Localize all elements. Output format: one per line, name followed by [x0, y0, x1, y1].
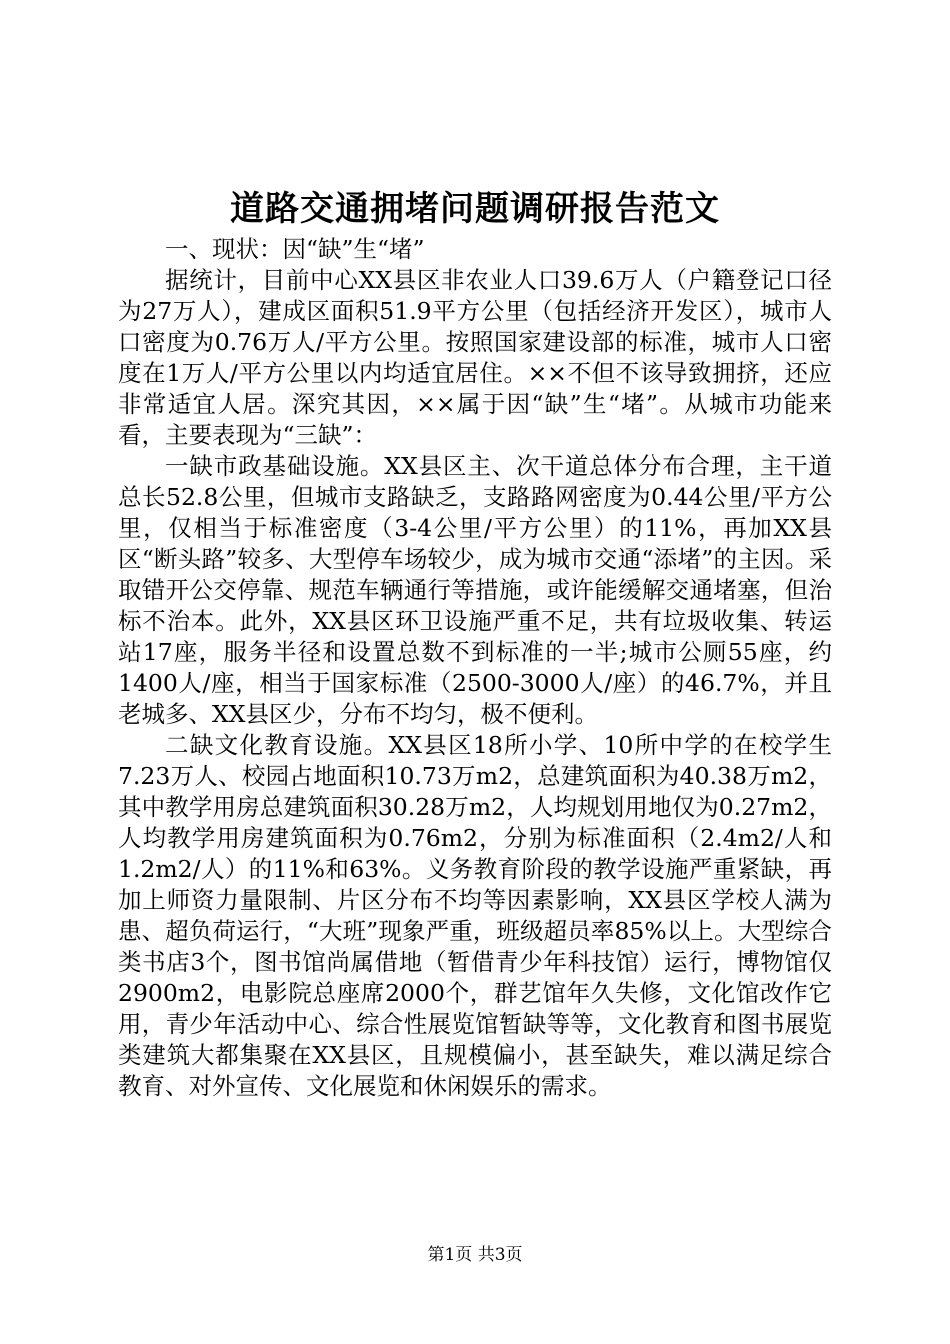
document-body — [118, 234, 832, 1102]
section-heading: 一、现状：因“缺”生“堵” — [165, 235, 425, 263]
paragraph-statistics: 据统计，目前中心XX县区非农业人口39.6万人（户籍登记口径为27万人），建成区面积51.9平方公里（包括经济开发区），城市人口密度为0.76万人/平方公里。按照国家建设部的标准，城市人口密度在1万人/平方公里以内均适宜居住。××不但不该导致拥挤，还应非常适宜人居。深究其因，××属于因“缺”生“堵”。从城市功能来看，主要表现为“三缺”： — [118, 266, 832, 449]
paragraph-municipal-infrastructure: 一缺市政基础设施。XX县区主、次干道总体分布合理，主干道总长52.8公里，但城市支路缺乏，支路路网密度为0.44公里/平方公里，仅相当于标准密度（3-4公里/平方公里）的11%，再加XX县区“断头路”较多、大型停车场较少，成为城市交通“添堵”的主因。采取错开公交停靠、规范车辆通行等措施，或许能缓解交通堵塞，但治标不治本。此外，XX县区环卫设施严重不足，共有垃圾收集、转运站17座，服务半径和设置总数不到标准的一半;城市公厕55座，约1400人/座，相当于国家标准（2500-3000人/座）的46.7%，并且老城多、XX县区少，分布不均匀，极不便利。 — [118, 452, 832, 728]
paragraph-culture-education: 二缺文化教育设施。XX县区18所小学、10所中学的在校学生7.23万人、校园占地面积10.73万m2，总建筑面积为40.38万m2，其中教学用房总建筑面积30.28万m2，人均规划用地仅为0.27m2，人均教学用房建筑面积为0.76m2，分别为标准面积（2.4m2/人和1.2m2/人）的11%和63%。义务教育阶段的教学设施严重紧缺，再加上师资力量限制、片区分布不均等因素影响，XX县区学校人满为患、超负荷运行，“大班”现象严重，班级超员率85%以上。大型综合类书店3个，图书馆尚属借地（暂借青少年科技馆）运行，博物馆仅2900m2，电影院总座席2000个，群艺馆年久失修，文化馆改作它用，青少年活动中心、综合性展览馆暂缺等等，文化教育和图书展览类建筑大都集聚在XX县区，且规模偏小，甚至缺失，难以满足综合教育、对外宣传、文化展览和休闲娱乐的需求。 — [118, 731, 832, 1100]
document-title: 道路交通拥堵问题调研报告范文 — [230, 189, 720, 229]
page-footer: 第1页 共3页 — [427, 1245, 523, 1265]
